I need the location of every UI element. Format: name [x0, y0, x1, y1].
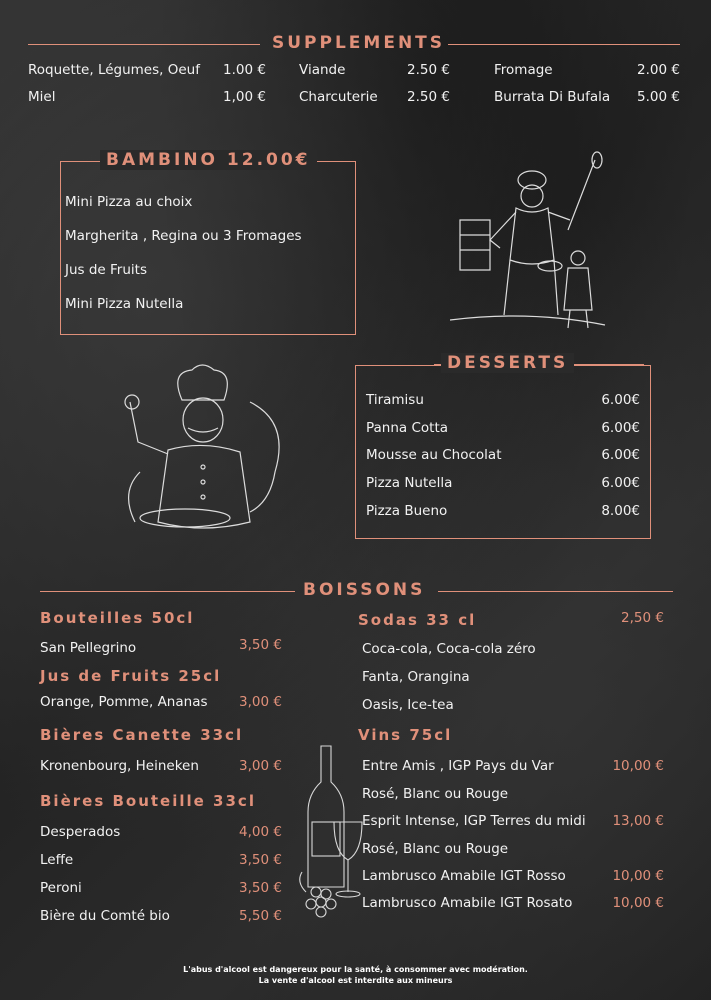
wine-price: 10,00 €	[612, 868, 664, 884]
dessert-name: Pizza Nutella	[366, 475, 453, 491]
bambino-title: BAMBINO 12.00€	[100, 150, 317, 170]
wine-price: 10,00 €	[612, 895, 664, 911]
dessert-name: Tiramisu	[366, 392, 424, 408]
supplement-price: 2.00 €	[637, 62, 680, 78]
soda-item: Coca-cola, Coca-cola zéro	[362, 641, 536, 657]
dessert-name: Mousse au Chocolat	[366, 447, 502, 463]
supplement-name: Roquette, Légumes, Oeuf	[28, 62, 200, 78]
bambino-item: Jus de Fruits	[65, 262, 147, 278]
drink-name: Peroni	[40, 880, 82, 896]
wine-name: Rosé, Blanc ou Rouge	[362, 786, 509, 802]
drink-name: San Pellegrino	[40, 640, 137, 656]
wine-name: Esprit Intense, IGP Terres du midi	[362, 813, 586, 829]
supplements-title: SUPPLEMENTS	[272, 33, 446, 53]
dessert-price: 6.00€	[601, 392, 640, 408]
drink-price: 3,00 €	[239, 758, 282, 774]
supplement-price: 2.50 €	[407, 62, 450, 78]
wine-name: Lambrusco Amabile IGT Rosato	[362, 895, 573, 911]
footer-warning: L'abus d'alcool est dangereux pour la santé, à consommer avec modération.	[183, 965, 528, 974]
supplement-name: Burrata Di Bufala	[494, 89, 611, 105]
chef-with-pizza-icon	[100, 362, 300, 547]
sodas-price: 2,50 €	[621, 610, 664, 626]
dessert-name: Panna Cotta	[366, 420, 449, 436]
wine-name: Entre Amis , IGP Pays du Var	[362, 758, 554, 774]
bambino-item: Mini Pizza au choix	[65, 194, 193, 210]
boissons-title: BOISSONS	[303, 580, 426, 600]
vins-heading: Vins 75cl	[358, 726, 453, 744]
jus-heading: Jus de Fruits 25cl	[40, 667, 222, 685]
supplements-rule-right	[448, 44, 680, 45]
dessert-name: Pizza Bueno	[366, 503, 448, 519]
wine-price: 13,00 €	[612, 813, 664, 829]
dessert-price: 6.00€	[601, 447, 640, 463]
supplement-name: Viande	[299, 62, 346, 78]
supplement-name: Miel	[28, 89, 56, 105]
bambino-item: Mini Pizza Nutella	[65, 296, 184, 312]
bambino-item: Margherita , Regina ou 3 Fromages	[65, 228, 302, 244]
canette-heading: Bières Canette 33cl	[40, 726, 244, 744]
supplements-rule-left	[28, 44, 260, 45]
drink-name: Leffe	[40, 852, 74, 868]
drink-name: Desperados	[40, 824, 121, 840]
boissons-rule-left	[40, 591, 295, 592]
supplement-price: 2.50 €	[407, 89, 450, 105]
dessert-price: 6.00€	[601, 420, 640, 436]
supplement-price: 1,00 €	[223, 89, 266, 105]
drink-price: 3,00 €	[239, 694, 282, 710]
supplement-price: 5.00 €	[637, 89, 680, 105]
boissons-rule-right	[438, 591, 673, 592]
wine-name: Rosé, Blanc ou Rouge	[362, 841, 509, 857]
drink-price: 3,50 €	[239, 852, 282, 868]
sodas-heading: Sodas 33 cl	[358, 611, 477, 629]
drink-name: Bière du Comté bio	[40, 908, 170, 924]
desserts-title: DESSERTS	[441, 353, 574, 373]
dessert-price: 6.00€	[601, 475, 640, 491]
bouteilles-heading: Bouteilles 50cl	[40, 609, 195, 627]
soda-item: Fanta, Orangina	[362, 669, 470, 685]
wine-name: Lambrusco Amabile IGT Rosso	[362, 868, 566, 884]
soda-item: Oasis, Ice-tea	[362, 697, 454, 713]
drink-price: 3,50 €	[239, 880, 282, 896]
drink-name: Orange, Pomme, Ananas	[40, 694, 208, 710]
drink-price: 3,50 €	[239, 637, 282, 653]
supplement-name: Charcuterie	[299, 89, 378, 105]
drink-price: 4,00 €	[239, 824, 282, 840]
drink-price: 5,50 €	[239, 908, 282, 924]
dessert-price: 8.00€	[601, 503, 640, 519]
bouteille-heading: Bières Bouteille 33cl	[40, 792, 256, 810]
pizzaiolo-with-child-icon	[450, 150, 610, 335]
supplement-name: Fromage	[494, 62, 553, 78]
footer-minors: La vente d'alcool est interdite aux mineurs	[258, 976, 453, 985]
wine-price: 10,00 €	[612, 758, 664, 774]
supplement-price: 1.00 €	[223, 62, 266, 78]
drink-name: Kronenbourg, Heineken	[40, 758, 199, 774]
